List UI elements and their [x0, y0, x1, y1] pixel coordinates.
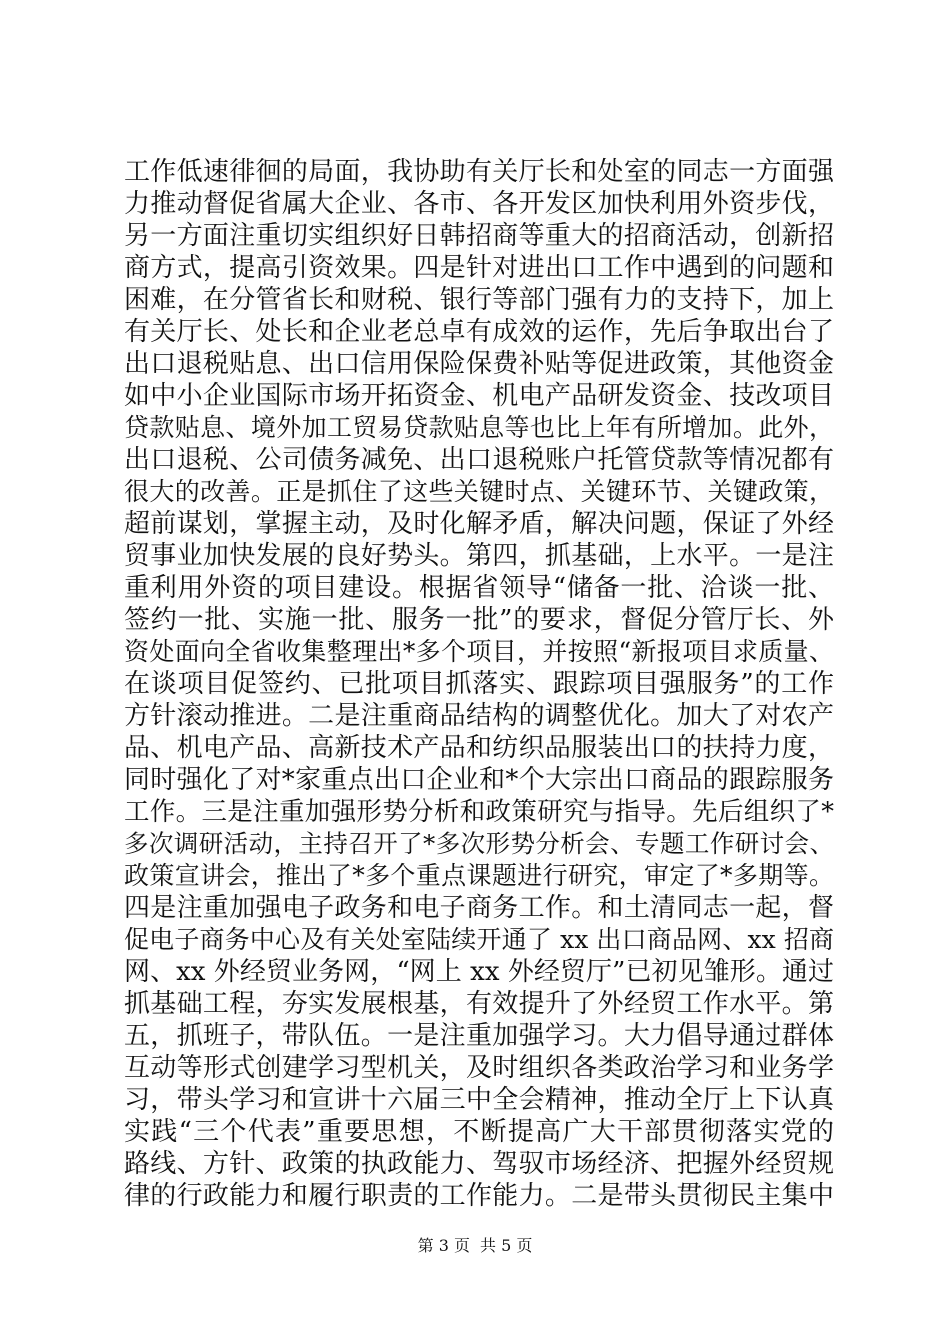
- text-line: 工作。三是注重加强形势分析和政策研究与指导。先后组织了*: [124, 797, 834, 827]
- text-line: 方针滚动推进。二是注重商品结构的调整优化。加大了对农产: [124, 701, 834, 731]
- page-total: 共 5 页: [480, 1236, 533, 1255]
- text-line: 签约一批、实施一批、服务一批”的要求，督促分管厅长、外: [124, 605, 834, 635]
- text-line: 工作低速徘徊的局面，我协助有关厅长和处室的同志一方面强: [124, 157, 834, 187]
- text-line: 在谈项目促签约、已批项目抓落实、跟踪项目强服务”的工作: [124, 669, 834, 699]
- text-line: 政策宣讲会，推出了*多个重点课题进行研究，审定了*多期等。: [124, 861, 834, 890]
- text-line: 重利用外资的项目建设。根据省领导“储备一批、洽谈一批、: [124, 573, 834, 603]
- text-line: 五，抓班子，带队伍。一是注重加强学习。大力倡导通过群体: [124, 1021, 834, 1051]
- text-line: 促电子商务中心及有关处室陆续开通了 xx 出口商品网、xx 招商: [124, 925, 834, 954]
- text-line: 商方式，提高引资效果。四是针对进出口工作中遇到的问题和: [124, 253, 834, 283]
- text-line: 出口退税、公司债务减免、出口退税账户托管贷款等情况都有: [124, 445, 834, 475]
- text-line: 互动等形式创建学习型机关，及时组织各类政治学习和业务学: [124, 1053, 834, 1083]
- page-footer: [0, 1236, 950, 1256]
- text-line: 路线、方针、政策的执政能力、驾驭市场经济、把握外经贸规: [124, 1149, 834, 1179]
- body-text: [124, 156, 834, 1212]
- text-line: 力推动督促省属大企业、各市、各开发区加快利用外资步伐，: [124, 189, 834, 219]
- text-line: 四是注重加强电子政务和电子商务工作。和土清同志一起，督: [124, 893, 834, 923]
- text-line: 律的行政能力和履行职责的工作能力。二是带头贯彻民主集中: [124, 1181, 834, 1211]
- text-line: 品、机电产品、高新技术产品和纺织品服装出口的扶持力度，: [124, 733, 834, 763]
- text-line: 抓基础工程，夯实发展根基，有效提升了外经贸工作水平。第: [124, 989, 834, 1019]
- text-line: 习，带头学习和宣讲十六届三中全会精神，推动全厅上下认真: [124, 1085, 834, 1115]
- text-line: 网、xx 外经贸业务网，“网上 xx 外经贸厅”已初见雏形。通过: [124, 957, 834, 987]
- text-line: 困难，在分管省长和财税、银行等部门强有力的支持下，加上: [124, 285, 834, 315]
- text-line: 如中小企业国际市场开拓资金、机电产品研发资金、技改项目: [124, 381, 834, 411]
- text-line: 贸事业加快发展的良好势头。第四，抓基础，上水平。一是注: [124, 541, 834, 571]
- page-number: 第 3 页: [417, 1236, 470, 1255]
- text-line: 超前谋划，掌握主动，及时化解矛盾，解决问题，保证了外经: [124, 509, 834, 539]
- text-line: 出口退税贴息、出口信用保险保费补贴等促进政策，其他资金: [124, 349, 834, 379]
- text-line: 另一方面注重切实组织好日韩招商等重大的招商活动，创新招: [124, 221, 834, 251]
- text-line: 同时强化了对*家重点出口企业和*个大宗出口商品的跟踪服务: [124, 765, 834, 795]
- text-line: 有关厅长、处长和企业老总卓有成效的运作，先后争取出台了: [124, 317, 834, 347]
- text-line: 多次调研活动，主持召开了*多次形势分析会、专题工作研讨会、: [124, 829, 834, 858]
- text-line: 实践“三个代表”重要思想，不断提高广大干部贯彻落实党的: [124, 1117, 834, 1147]
- text-line: 资处面向全省收集整理出*多个项目，并按照“新报项目求质量、: [124, 637, 834, 666]
- text-line: 很大的改善。正是抓住了这些关键时点、关键环节、关键政策，: [124, 477, 834, 506]
- text-line: 贷款贴息、境外加工贸易贷款贴息等也比上年有所增加。此外，: [124, 413, 834, 442]
